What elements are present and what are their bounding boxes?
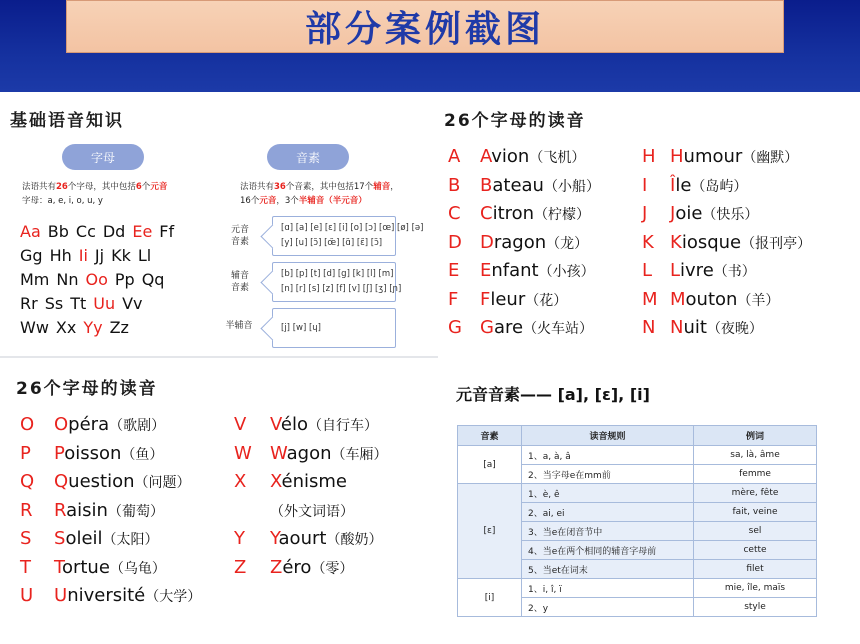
example-word-translation: （快乐） xyxy=(702,207,759,223)
example-cell: femme xyxy=(694,465,817,484)
example-word-translation: （小船） xyxy=(543,178,600,195)
header-phoneme: 音素 xyxy=(458,426,522,446)
rule-cell: 4、当e在两个相同的辅音字母前 xyxy=(522,541,694,560)
example-word-translation: （葡萄） xyxy=(107,503,164,520)
example-word-rest: vion xyxy=(491,146,530,167)
example-word-translation: （歌剧） xyxy=(109,418,166,434)
alphabet-letter: R xyxy=(20,499,33,521)
alphabet-top-title: 26个字母的读音 xyxy=(444,111,586,131)
table-row xyxy=(458,484,817,503)
alphabet-letter: A xyxy=(448,146,461,167)
alphabet-letter: B xyxy=(448,174,461,196)
letter-pair: Rr xyxy=(20,294,38,313)
letter-pair: Jj xyxy=(94,246,105,265)
example-word-initial: N xyxy=(670,317,684,338)
phoneme-cell: [a] xyxy=(458,446,522,484)
example-word xyxy=(480,232,588,253)
rule-cell: 1、i, î, ï xyxy=(522,579,694,598)
letter-pair: Tt xyxy=(70,294,87,313)
example-word-initial: O xyxy=(54,414,69,435)
example-word-initial: S xyxy=(54,528,66,549)
example-word-translation: （报刊亭） xyxy=(741,235,812,252)
example-word xyxy=(670,146,798,167)
example-word-translation: （外文词语） xyxy=(270,503,354,520)
example-word-rest: ragon xyxy=(493,231,547,253)
rule-cell: 2、ai, ei xyxy=(522,503,694,522)
table-row xyxy=(458,579,817,598)
example-word-rest: ateau xyxy=(492,174,544,196)
letter-pair: Aa xyxy=(20,222,41,241)
example-word xyxy=(270,528,382,549)
letter-pair: Hh xyxy=(49,246,72,265)
example-word-rest: éro xyxy=(282,556,312,578)
alphabet-letter: I xyxy=(642,174,648,196)
example-word-initial: Q xyxy=(54,471,69,492)
alphabet-letter: T xyxy=(20,556,31,578)
example-word-translation: （羊） xyxy=(737,292,780,309)
alphabet-letter: J xyxy=(642,203,648,224)
example-word xyxy=(480,289,567,310)
example-word-rest: aisin xyxy=(66,499,108,521)
example-word xyxy=(54,471,191,492)
banner-title: 部分案例截图 xyxy=(304,8,545,50)
example-word-rest: itron xyxy=(492,203,535,224)
table-row xyxy=(458,446,817,465)
example-word-rest: ivre xyxy=(680,260,714,281)
example-word-initial: C xyxy=(480,203,493,224)
phoneme-cell: [ɛ] xyxy=(458,484,522,579)
example-word-initial: G xyxy=(480,317,494,338)
letter-pair: Uu xyxy=(93,294,116,313)
example-word-initial: J xyxy=(670,203,676,224)
example-word xyxy=(54,414,165,435)
example-word-rest: énisme xyxy=(281,471,348,492)
consonant-phoneme-text: [b] [p] [t] [d] [g] [k] [l] [m] [n] [r] [s] [z] [f] [v] [ʃ] [ʒ] [ɲ] xyxy=(281,269,402,294)
example-word-rest: péra xyxy=(68,414,110,435)
example-word-rest: iosque xyxy=(681,231,742,253)
letter-row xyxy=(20,244,181,268)
example-word-translation: （鱼） xyxy=(121,446,164,463)
example-word-translation: （乌龟） xyxy=(109,560,166,577)
letter-row xyxy=(20,268,181,292)
alphabet-letter: G xyxy=(448,317,462,338)
letter-row xyxy=(20,316,181,340)
alphabet-letter: D xyxy=(448,231,462,253)
example-word-rest: oie xyxy=(675,203,703,224)
example-word-rest: uit xyxy=(683,317,707,338)
example-word-rest: oisson xyxy=(64,442,122,464)
example-word-translation: （幽默） xyxy=(742,150,799,166)
example-word-rest: are xyxy=(493,317,524,338)
letter-pair: Cc xyxy=(75,222,96,241)
example-word xyxy=(670,203,758,224)
letters-note: 法语共有26个字母，其中包括6个元音 字母：a, e, i, o, u, y xyxy=(22,182,168,206)
basics-panel xyxy=(0,94,430,356)
vowel-phoneme-text: [ɑ] [a] [e] [ɛ] [i] [o] [ɔ] [œ] [ø] [ə] [y] [u] [ɔ̃] [œ̃] [ɑ̃] [ɛ̃] [ɔ̃] xyxy=(281,223,424,248)
alphabet-letter: V xyxy=(234,414,247,435)
example-word xyxy=(54,528,159,549)
example-word-translation: （火车站） xyxy=(523,321,594,337)
example-cell: cette xyxy=(694,541,817,560)
example-word-initial: K xyxy=(670,231,682,253)
example-word-rest: nfant xyxy=(491,260,539,281)
letter-row xyxy=(20,292,181,316)
example-word-translation: （柠檬） xyxy=(534,207,591,223)
example-word-initial: B xyxy=(480,174,493,196)
alphabet-letter: X xyxy=(234,471,247,492)
letter-pair: Dd xyxy=(102,222,126,241)
rule-cell: 1、è, ê xyxy=(522,484,694,503)
example-word xyxy=(480,175,600,196)
example-word-initial: H xyxy=(670,146,684,167)
rule-cell: 2、当字母e在mm前 xyxy=(522,465,694,484)
phoneme-cell: [i] xyxy=(458,579,522,617)
letter-pair: Nn xyxy=(56,270,79,289)
example-word-rest: outon xyxy=(685,288,738,310)
alphabet-bottom-title: 26个字母的读音 xyxy=(16,379,158,399)
letter-pair: Xx xyxy=(55,318,77,337)
rule-cell: 5、当et在词末 xyxy=(522,560,694,579)
letter-pair: Ll xyxy=(137,246,152,265)
letter-pair: Vv xyxy=(122,294,143,313)
vowel-phoneme-label: 元音 音素 xyxy=(230,225,249,247)
alphabet-letter: N xyxy=(642,317,656,338)
example-cell: fait, veine xyxy=(694,503,817,522)
example-word-translation: （自行车） xyxy=(308,418,379,434)
letter-pair: Kk xyxy=(111,246,131,265)
example-cell: sel xyxy=(694,522,817,541)
example-word-translation: （大学） xyxy=(145,589,202,605)
example-cell: mère, fête xyxy=(694,484,817,503)
alphabet-letter: E xyxy=(448,260,460,281)
letter-pair: Pp xyxy=(114,270,135,289)
example-word-initial: Î xyxy=(670,174,676,196)
example-word-initial: L xyxy=(670,260,681,281)
letter-pair: Oo xyxy=(85,270,108,289)
letter-pair: Zz xyxy=(109,318,129,337)
example-word-translation: （太阳） xyxy=(102,532,159,548)
banner-title-box xyxy=(66,0,784,53)
example-word-initial: T xyxy=(54,556,62,578)
example-word-initial: V xyxy=(270,414,281,435)
header-example: 例词 xyxy=(694,426,817,446)
alphabet-letter: F xyxy=(448,288,459,310)
example-word-rest: élo xyxy=(280,414,309,435)
vowel-table-title: 元音音素—— [a], [ɛ], [i] xyxy=(456,385,650,404)
example-word-initial: Y xyxy=(270,528,279,549)
rule-cell: 3、当e在闭音节中 xyxy=(522,522,694,541)
example-word xyxy=(670,260,756,281)
example-word-rest: le xyxy=(675,174,692,196)
alphabet-letter: U xyxy=(20,585,34,606)
semivowel-label: 半辅音 xyxy=(225,321,253,331)
example-word-rest: leur xyxy=(490,288,526,310)
alphabet-letter: M xyxy=(642,288,658,310)
basics-title: 基础语音知识 xyxy=(10,111,124,131)
example-word-initial: U xyxy=(54,585,68,606)
alphabet-bottom-panel xyxy=(0,358,430,644)
letter-pair: Ee xyxy=(132,222,153,241)
example-word xyxy=(54,585,201,606)
example-word xyxy=(270,471,347,492)
example-word-translation: （龙） xyxy=(546,235,589,252)
example-word-rest: umour xyxy=(683,146,743,167)
example-word-initial: M xyxy=(670,288,686,310)
example-word-initial: A xyxy=(480,146,492,167)
header-rule: 读音规则 xyxy=(522,426,694,446)
letter-pair: Ww xyxy=(20,318,49,337)
example-cell: filet xyxy=(694,560,817,579)
letter-pair: Ff xyxy=(159,222,175,241)
example-word xyxy=(54,443,163,464)
letter-pair: Yy xyxy=(83,318,103,337)
letter-pair: Ss xyxy=(44,294,64,313)
alphabet-letter: W xyxy=(234,442,252,464)
example-word-rest: agon xyxy=(286,442,332,464)
vowel-phoneme-box xyxy=(272,216,424,256)
rule-cell: 2、y xyxy=(522,598,694,617)
example-word xyxy=(670,317,763,338)
example-word xyxy=(270,557,353,578)
example-cell: sa, là, âme xyxy=(694,446,817,465)
example-word xyxy=(270,443,388,464)
letter-pair: Gg xyxy=(20,246,43,265)
letter-pair: Qq xyxy=(141,270,165,289)
example-word xyxy=(54,500,164,521)
example-word-translation: （书） xyxy=(713,264,756,280)
alphabet-top-panel xyxy=(430,94,860,356)
example-word xyxy=(480,317,593,338)
alphabet-letter: O xyxy=(20,414,35,435)
example-word xyxy=(54,557,166,578)
example-cell: style xyxy=(694,598,817,617)
semivowel-text: [j] [w] [ɥ] xyxy=(281,323,322,333)
letter-pair: Bb xyxy=(47,222,69,241)
example-word-rest: oleil xyxy=(65,528,103,549)
example-word-translation: （车厢） xyxy=(331,446,388,463)
phonemes-pill: 音素 xyxy=(267,144,349,170)
letter-pair: Mm xyxy=(20,270,50,289)
consonant-phoneme-box xyxy=(272,262,402,302)
example-word-initial: X xyxy=(270,471,282,492)
semivowel-box xyxy=(272,308,396,348)
example-word-rest: aourt xyxy=(278,528,327,549)
example-word xyxy=(670,289,779,310)
example-word-translation: （花） xyxy=(525,292,568,309)
letter-grid xyxy=(20,220,181,340)
letter-row xyxy=(20,220,181,244)
table-header-row xyxy=(458,426,817,446)
example-word-translation: （夜晚） xyxy=(706,321,763,337)
letter-pair: Ii xyxy=(78,246,88,265)
example-word-initial: R xyxy=(54,499,67,521)
example-word-rest: niversité xyxy=(67,585,146,606)
example-word-translation: （飞机） xyxy=(529,150,586,166)
example-word-initial: P xyxy=(54,442,65,464)
example-cell: mie, île, maïs xyxy=(694,579,817,598)
letters-pill: 字母 xyxy=(62,144,144,170)
alphabet-letter: Y xyxy=(234,528,245,549)
alphabet-letter: K xyxy=(642,231,654,253)
example-word-initial: D xyxy=(480,231,494,253)
alphabet-letter: P xyxy=(20,442,31,464)
alphabet-letter: Z xyxy=(234,556,247,578)
example-word-rest: ortue xyxy=(61,556,110,578)
phonemes-note: 法语共有36个音素，其中包括17个辅音， 16个元音，3个半辅音（半元音） xyxy=(240,182,399,206)
example-word-translation: （小孩） xyxy=(538,264,595,280)
example-word-initial: W xyxy=(270,442,287,464)
example-word-initial: Z xyxy=(270,556,283,578)
example-word xyxy=(670,175,747,196)
example-word xyxy=(480,260,595,281)
example-word-translation: （酸奶） xyxy=(326,532,383,548)
alphabet-letter: L xyxy=(642,260,653,281)
example-word xyxy=(480,146,585,167)
example-word xyxy=(270,414,378,435)
vowel-table xyxy=(457,425,817,617)
example-word xyxy=(480,203,590,224)
alphabet-letter: Q xyxy=(20,471,35,492)
banner xyxy=(0,0,860,92)
example-word xyxy=(270,500,354,521)
alphabet-letter: S xyxy=(20,528,32,549)
example-word-rest: uestion xyxy=(68,471,135,492)
example-word-translation: （岛屿） xyxy=(691,178,748,195)
consonant-phoneme-label: 辅音 音素 xyxy=(230,271,249,293)
alphabet-letter: H xyxy=(642,146,656,167)
rule-cell: 1、a, à, â xyxy=(522,446,694,465)
example-word xyxy=(670,232,811,253)
example-word-translation: （零） xyxy=(311,560,354,577)
example-word-translation: （问题） xyxy=(134,475,191,491)
example-word-initial: F xyxy=(480,288,491,310)
example-word-initial: E xyxy=(480,260,492,281)
alphabet-letter: C xyxy=(448,203,461,224)
